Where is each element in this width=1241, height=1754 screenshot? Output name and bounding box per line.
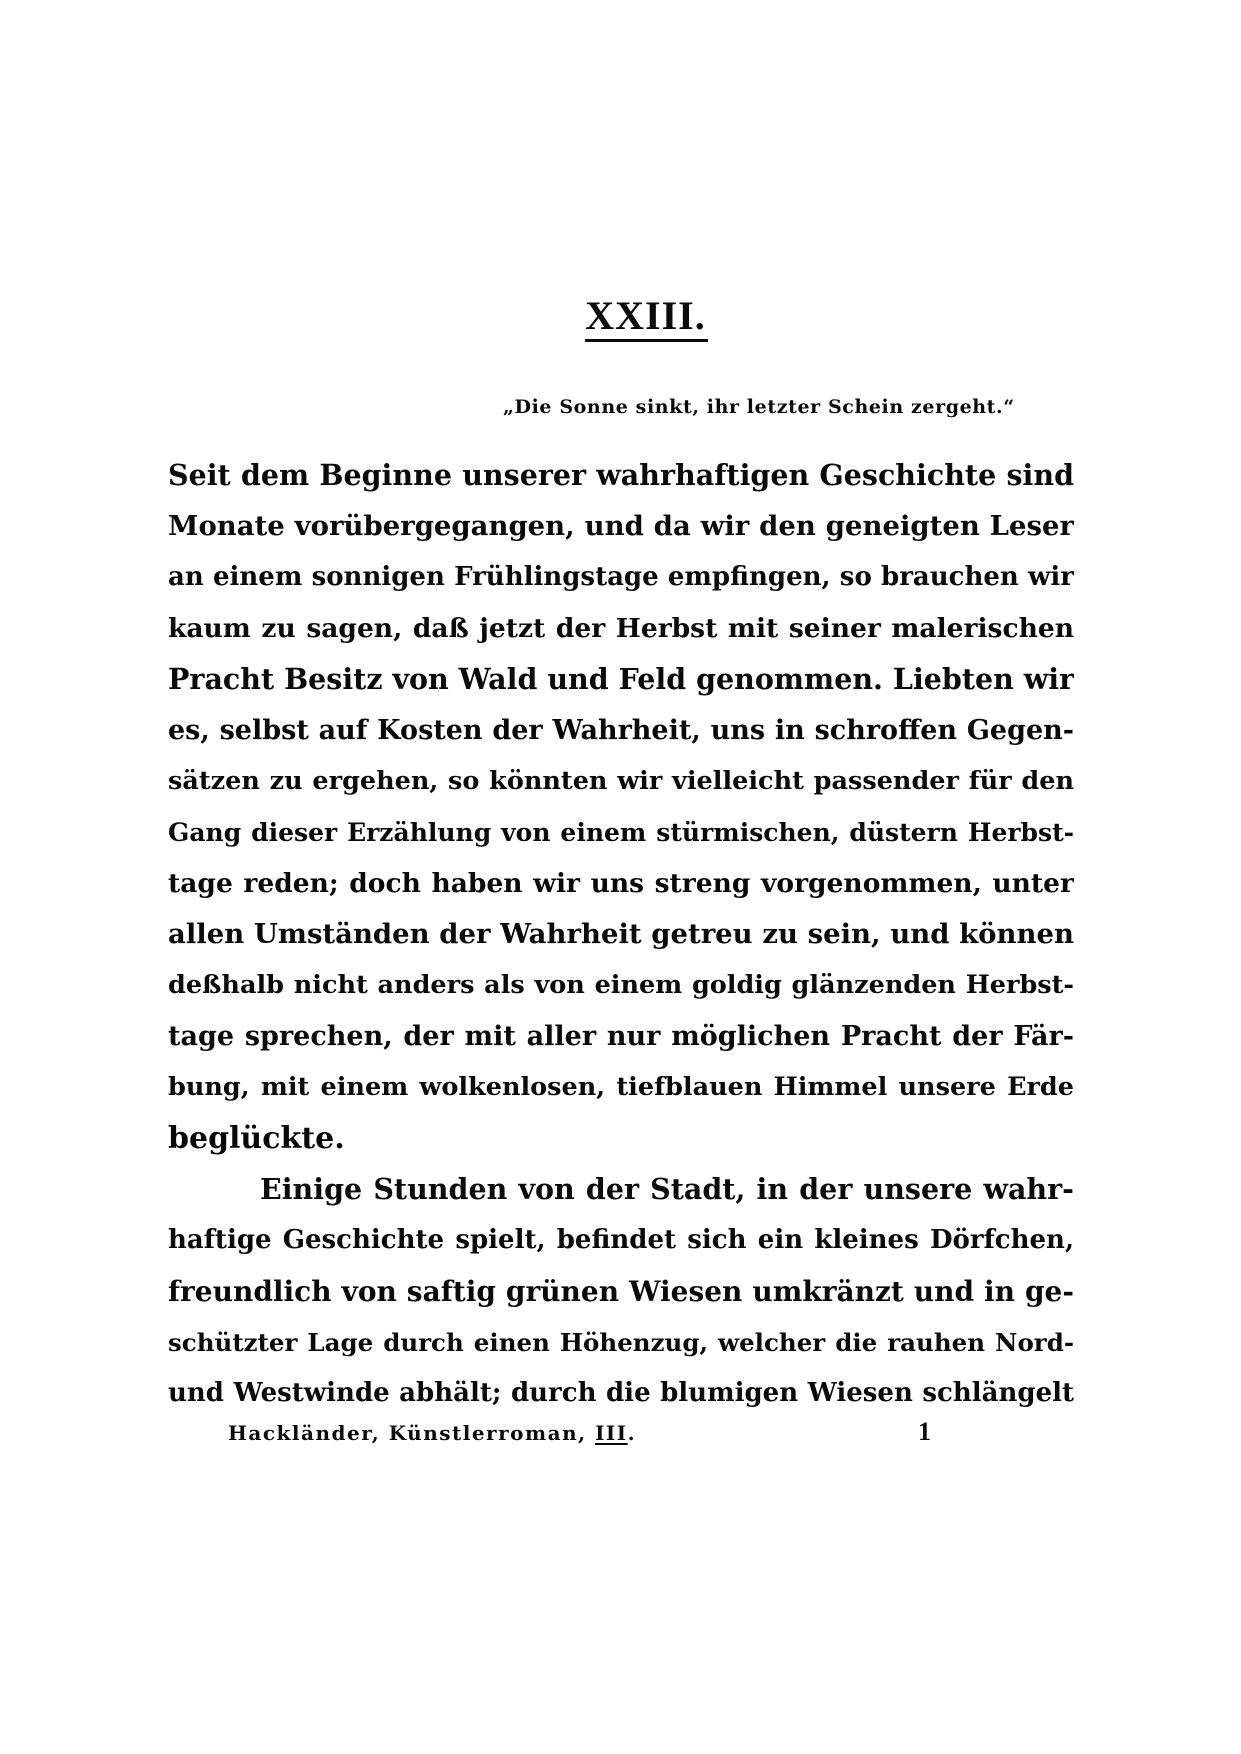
text-line: an einem sonnigen Frühlingstage empfingen, so brauchen wir [168,562,1074,592]
text-line: freundlich von saftig grünen Wiesen umkränzt und in ge- [168,1275,1074,1308]
text-line: haftige Geschichte spielt, befindet sich ein kleines Dörfchen, [168,1225,1074,1255]
text-line: schützter Lage durch einen Höhenzug, welcher die rauhen Nord- [168,1328,1074,1357]
text-line: bung, mit einem wolkenlosen, tiefblauen Himmel unsere Erde [168,1072,1074,1102]
page-footer [228,1417,958,1451]
text-line: Pracht Besitz von Wald und Feld genommen. Liebten wir [168,662,1074,696]
signature-text: Hackländer, Künstlerroman, [228,1421,587,1445]
chapter-heading [0,292,1241,339]
signature-mark: Hackländer, Künstlerroman, III. [228,1421,637,1445]
text-line: beglückte. [168,1121,345,1156]
text-line: kaum zu sagen, daß jetzt der Herbst mit seiner malerischen [168,613,1074,644]
text-line: sätzen zu ergehen, so könnten wir vielleicht passender für den [168,766,1074,796]
text-line: es, selbst auf Kosten der Wahrheit, uns in schroffen Gegen- [168,715,1074,746]
text-line: allen Umständen der Wahrheit getreu zu sein, und können [168,918,1074,950]
text-line: Einige Stunden von der Stadt, in der unsere wahr- [260,1172,1074,1206]
text-line: deßhalb nicht anders als von einem goldig glänzenden Herbst- [168,970,1074,1000]
chapter-numeral: XXIII. [585,293,707,342]
text-line: tage reden; doch haben wir uns streng vorgenommen, unter [168,868,1074,899]
volume-number: III [595,1421,628,1445]
text-line: Seit dem Beginne unserer wahrhaftigen Geschichte sind [168,458,1074,492]
body-text [168,450,1074,1419]
epigraph: „Die Sonne sinkt, ihr letzter Schein zergeht.“ [503,396,1015,418]
text-line: Gang dieser Erzählung von einem stürmischen, düstern Herbst- [168,818,1074,847]
text-line: Monate vorübergegangen, und da wir den geneigten Leser [168,510,1074,542]
text-line: und Westwinde abhält; durch die blumigen Wiesen schlängelt [168,1378,1074,1408]
text-line: tage sprechen, der mit aller nur möglichen Pracht der Fär- [168,1021,1074,1052]
page-number: 1 [918,1417,931,1446]
